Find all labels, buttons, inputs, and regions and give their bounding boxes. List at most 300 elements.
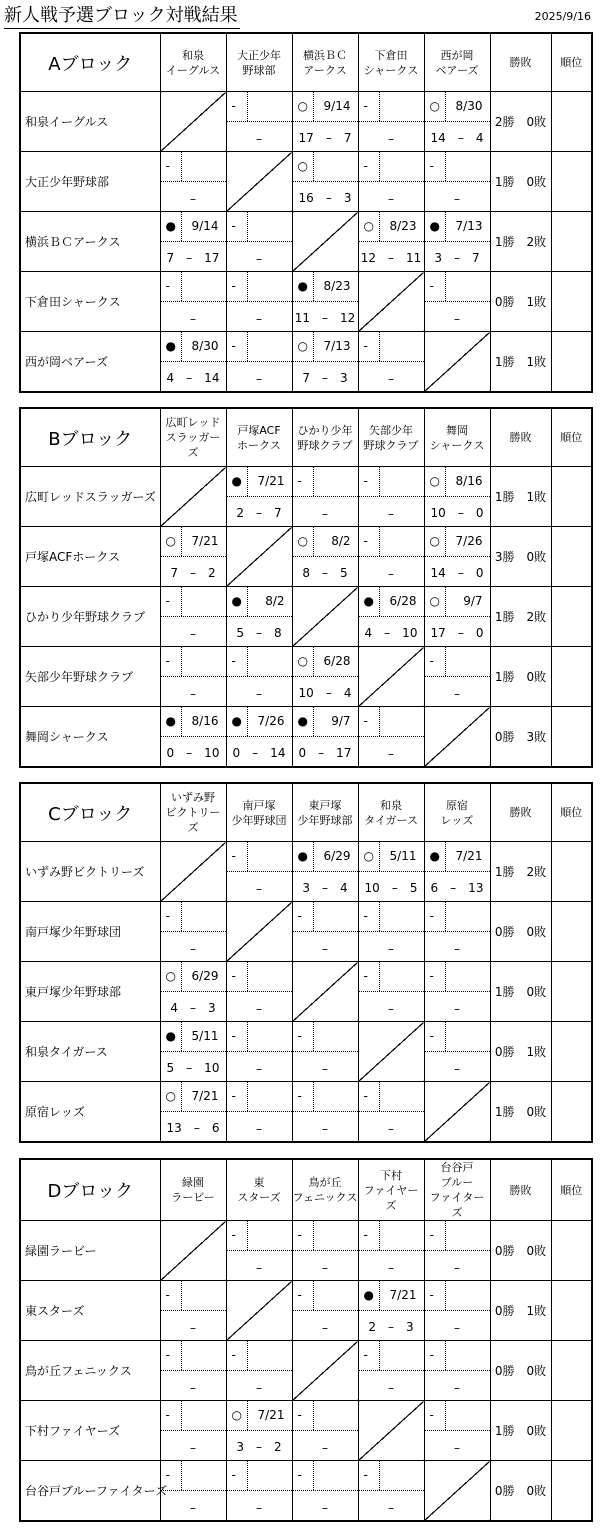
match-top bbox=[293, 467, 358, 497]
divider bbox=[313, 527, 314, 556]
match-cell bbox=[424, 1341, 490, 1401]
rank-value bbox=[551, 527, 592, 587]
match-top bbox=[359, 962, 424, 992]
result-mark: - bbox=[429, 1228, 434, 1242]
self-diagonal-cell bbox=[160, 467, 226, 527]
match-top bbox=[425, 902, 490, 932]
match-result bbox=[227, 1341, 292, 1400]
match-cell bbox=[292, 1281, 358, 1341]
match-score: 16 – 3 bbox=[298, 191, 352, 205]
match-cell bbox=[292, 647, 358, 707]
team-row bbox=[20, 1341, 592, 1401]
match-date: 7/26 bbox=[257, 714, 285, 728]
result-mark: - bbox=[231, 1228, 236, 1242]
divider bbox=[181, 902, 182, 931]
result-mark: - bbox=[165, 594, 170, 608]
match-date: 9/14 bbox=[191, 219, 219, 233]
match-cell bbox=[160, 1401, 226, 1461]
match-cell bbox=[358, 902, 424, 962]
divider bbox=[445, 842, 446, 871]
match-score: 7 – 3 bbox=[302, 371, 348, 385]
match-top bbox=[227, 1461, 292, 1491]
team-column-header bbox=[424, 783, 490, 842]
divider bbox=[181, 152, 182, 181]
match-top bbox=[293, 1221, 358, 1251]
result-mark: ● bbox=[165, 714, 176, 728]
match-score: 6 – 13 bbox=[430, 881, 484, 895]
self-diagonal-cell bbox=[424, 707, 490, 768]
match-cell bbox=[226, 1022, 292, 1082]
divider bbox=[313, 1221, 314, 1250]
team-name: 南戸塚少年野球団 bbox=[20, 902, 160, 962]
match-cell bbox=[160, 1022, 226, 1082]
match-cell bbox=[226, 962, 292, 1022]
team-name: 和泉イーグルス bbox=[20, 92, 160, 152]
match-cell bbox=[160, 272, 226, 332]
match-result bbox=[161, 1461, 226, 1520]
match-cell bbox=[226, 272, 292, 332]
team-header-line: ファイターズ bbox=[429, 1191, 485, 1219]
match-cell bbox=[160, 902, 226, 962]
match-score: – bbox=[256, 132, 262, 146]
match-score: – bbox=[256, 252, 262, 266]
self-diagonal-cell bbox=[226, 902, 292, 962]
match-cell bbox=[160, 1082, 226, 1143]
win-loss-header: 勝敗 bbox=[490, 783, 551, 842]
match-top bbox=[227, 92, 292, 122]
match-score: – bbox=[256, 372, 262, 386]
match-date: 7/21 bbox=[191, 534, 219, 548]
result-mark: ○ bbox=[297, 159, 308, 173]
divider bbox=[181, 1341, 182, 1370]
match-result bbox=[227, 707, 292, 766]
win-loss-record: 0勝 0敗 bbox=[490, 1341, 551, 1401]
team-name: ひかり少年野球クラブ bbox=[20, 587, 160, 647]
rank-value bbox=[551, 647, 592, 707]
match-score: – bbox=[322, 942, 328, 956]
divider bbox=[445, 962, 446, 991]
match-result bbox=[359, 527, 424, 586]
match-top bbox=[227, 1082, 292, 1112]
result-mark: - bbox=[363, 1348, 368, 1362]
divider bbox=[313, 1082, 314, 1111]
divider bbox=[445, 467, 446, 496]
match-top bbox=[227, 212, 292, 242]
match-result bbox=[293, 1281, 358, 1340]
match-top bbox=[161, 1341, 226, 1371]
match-score: 4 – 3 bbox=[170, 1001, 216, 1015]
header-row bbox=[20, 408, 592, 467]
divider bbox=[445, 527, 446, 556]
team-row bbox=[20, 467, 592, 527]
match-cell bbox=[358, 332, 424, 393]
match-top bbox=[293, 842, 358, 872]
team-header-line: 東戸塚 bbox=[308, 798, 342, 812]
block-table bbox=[19, 1158, 593, 1522]
divider bbox=[313, 1281, 314, 1310]
result-mark: - bbox=[297, 909, 302, 923]
match-cell bbox=[226, 212, 292, 272]
divider bbox=[247, 1082, 248, 1111]
team-row bbox=[20, 962, 592, 1022]
team-header-line: アークス bbox=[303, 63, 347, 77]
team-row bbox=[20, 1221, 592, 1281]
match-result bbox=[161, 332, 226, 391]
match-score: – bbox=[256, 1122, 262, 1136]
result-mark: ○ bbox=[165, 1089, 176, 1103]
match-score: – bbox=[388, 192, 394, 206]
self-diagonal-cell bbox=[358, 1401, 424, 1461]
match-result bbox=[425, 467, 490, 526]
match-top bbox=[161, 1401, 226, 1431]
result-mark: ○ bbox=[165, 969, 176, 983]
divider bbox=[247, 587, 248, 616]
result-mark: - bbox=[165, 909, 170, 923]
match-cell bbox=[424, 587, 490, 647]
match-date: 7/21 bbox=[389, 1288, 417, 1302]
match-cell bbox=[358, 1221, 424, 1281]
match-score: 3 – 7 bbox=[434, 251, 480, 265]
match-score: 10 – 5 bbox=[364, 881, 418, 895]
match-result bbox=[161, 1281, 226, 1340]
result-mark: ○ bbox=[297, 99, 308, 113]
result-mark: - bbox=[297, 1029, 302, 1043]
self-diagonal-cell bbox=[226, 527, 292, 587]
match-score: 17 – 0 bbox=[430, 626, 484, 640]
match-result bbox=[293, 1082, 358, 1141]
team-header-line: 野球クラブ bbox=[297, 438, 353, 452]
result-mark: - bbox=[231, 279, 236, 293]
match-score: – bbox=[322, 507, 328, 521]
match-cell bbox=[226, 92, 292, 152]
self-diagonal-cell bbox=[160, 842, 226, 902]
match-result bbox=[161, 902, 226, 961]
team-column-header bbox=[358, 33, 424, 92]
team-row bbox=[20, 1082, 592, 1143]
team-header-line: ホークス bbox=[237, 438, 281, 452]
result-mark: - bbox=[297, 1228, 302, 1242]
divider bbox=[247, 707, 248, 736]
team-header-line: イーグルス bbox=[165, 63, 221, 77]
match-date: 6/29 bbox=[323, 849, 351, 863]
match-cell bbox=[292, 272, 358, 332]
team-name: 和泉タイガース bbox=[20, 1022, 160, 1082]
match-score: 7 – 2 bbox=[170, 566, 216, 580]
match-result bbox=[161, 272, 226, 331]
divider bbox=[379, 902, 380, 931]
match-score: – bbox=[256, 1261, 262, 1275]
match-score: – bbox=[256, 882, 262, 896]
win-loss-record: 0勝 3敗 bbox=[490, 707, 551, 768]
match-result bbox=[293, 527, 358, 586]
match-cell bbox=[358, 587, 424, 647]
match-top bbox=[293, 647, 358, 677]
rank-value bbox=[551, 587, 592, 647]
result-mark: ○ bbox=[363, 219, 374, 233]
team-header-line: シャークス bbox=[363, 63, 419, 77]
match-top bbox=[293, 527, 358, 557]
result-mark: - bbox=[297, 474, 302, 488]
match-cell bbox=[160, 587, 226, 647]
result-mark: - bbox=[231, 1348, 236, 1362]
team-row bbox=[20, 332, 592, 393]
rank-value bbox=[551, 332, 592, 393]
rank-value bbox=[551, 152, 592, 212]
result-mark: - bbox=[231, 339, 236, 353]
result-mark: - bbox=[363, 1089, 368, 1103]
result-mark: - bbox=[297, 1408, 302, 1422]
team-header-line: 少年野球部 bbox=[297, 813, 353, 827]
match-result bbox=[425, 272, 490, 331]
divider bbox=[445, 1341, 446, 1370]
match-cell bbox=[292, 902, 358, 962]
match-score: – bbox=[454, 687, 460, 701]
team-row bbox=[20, 842, 592, 902]
divider bbox=[445, 1281, 446, 1310]
match-cell bbox=[292, 92, 358, 152]
team-column-header bbox=[424, 1159, 490, 1221]
match-result bbox=[227, 842, 292, 901]
divider bbox=[181, 1022, 182, 1051]
result-mark: - bbox=[231, 654, 236, 668]
divider bbox=[313, 332, 314, 361]
match-result bbox=[161, 1401, 226, 1460]
match-cell bbox=[226, 707, 292, 768]
match-score: – bbox=[454, 1381, 460, 1395]
match-result bbox=[161, 1082, 226, 1141]
match-date: 7/21 bbox=[257, 1408, 285, 1422]
result-mark: - bbox=[429, 1029, 434, 1043]
divider bbox=[313, 1401, 314, 1430]
win-loss-record: 1勝 0敗 bbox=[490, 1082, 551, 1143]
result-mark: ● bbox=[429, 219, 440, 233]
result-mark: ○ bbox=[429, 99, 440, 113]
win-loss-header: 勝敗 bbox=[490, 408, 551, 467]
divider bbox=[313, 272, 314, 301]
match-result bbox=[161, 962, 226, 1021]
rank-value bbox=[551, 1221, 592, 1281]
divider bbox=[379, 152, 380, 181]
match-cell bbox=[292, 1022, 358, 1082]
divider bbox=[313, 1461, 314, 1490]
match-top bbox=[161, 152, 226, 182]
match-result bbox=[359, 842, 424, 901]
self-diagonal-cell bbox=[292, 587, 358, 647]
match-score: – bbox=[454, 1261, 460, 1275]
divider bbox=[247, 332, 248, 361]
match-score: 2 – 7 bbox=[236, 506, 282, 520]
match-score: 10 – 0 bbox=[430, 506, 484, 520]
match-top bbox=[425, 842, 490, 872]
team-name: 原宿レッズ bbox=[20, 1082, 160, 1143]
match-result bbox=[425, 842, 490, 901]
match-score: 14 – 0 bbox=[430, 566, 484, 580]
match-result bbox=[293, 272, 358, 331]
match-date: 5/11 bbox=[191, 1029, 219, 1043]
divider bbox=[445, 1022, 446, 1051]
result-mark: ○ bbox=[429, 594, 440, 608]
result-mark: - bbox=[297, 1089, 302, 1103]
rank-header: 順位 bbox=[551, 1159, 592, 1221]
team-header-line: ひかり少年 bbox=[297, 423, 353, 437]
rank-value bbox=[551, 1082, 592, 1143]
match-cell bbox=[226, 842, 292, 902]
match-cell bbox=[358, 1341, 424, 1401]
team-row bbox=[20, 1401, 592, 1461]
match-result bbox=[359, 467, 424, 526]
match-score: – bbox=[388, 1261, 394, 1275]
match-cell bbox=[292, 1221, 358, 1281]
match-top bbox=[227, 587, 292, 617]
divider bbox=[181, 1281, 182, 1310]
rank-value bbox=[551, 707, 592, 768]
match-cell bbox=[358, 842, 424, 902]
match-result bbox=[161, 527, 226, 586]
divider bbox=[379, 332, 380, 361]
match-score: – bbox=[388, 372, 394, 386]
match-score: – bbox=[322, 1261, 328, 1275]
match-result bbox=[359, 1461, 424, 1520]
self-diagonal-cell bbox=[160, 92, 226, 152]
team-header-line: ファイヤーズ bbox=[363, 1183, 419, 1212]
team-header-line: 西が岡 bbox=[440, 48, 474, 62]
match-result bbox=[359, 1281, 424, 1340]
rank-value bbox=[551, 92, 592, 152]
match-result bbox=[359, 707, 424, 766]
team-name: 東戸塚少年野球部 bbox=[20, 962, 160, 1022]
match-cell bbox=[358, 92, 424, 152]
match-date: 7/13 bbox=[455, 219, 483, 233]
match-result bbox=[227, 1022, 292, 1081]
result-mark: ● bbox=[165, 1029, 176, 1043]
match-top bbox=[161, 212, 226, 242]
result-mark: - bbox=[429, 654, 434, 668]
match-top bbox=[425, 527, 490, 557]
divider bbox=[445, 212, 446, 241]
match-top bbox=[227, 1401, 292, 1431]
match-score: 0 – 17 bbox=[298, 746, 352, 760]
divider bbox=[313, 707, 314, 736]
match-result bbox=[359, 1221, 424, 1280]
rank-value bbox=[551, 962, 592, 1022]
match-top bbox=[293, 152, 358, 182]
match-result bbox=[293, 842, 358, 901]
win-loss-record: 1勝 2敗 bbox=[490, 842, 551, 902]
match-cell bbox=[424, 212, 490, 272]
divider bbox=[445, 152, 446, 181]
match-cell bbox=[226, 647, 292, 707]
match-cell bbox=[160, 1281, 226, 1341]
match-cell bbox=[292, 1401, 358, 1461]
result-mark: ● bbox=[363, 594, 374, 608]
match-date: 9/7 bbox=[331, 714, 351, 728]
team-header-line: 緑園 bbox=[182, 1176, 204, 1189]
match-cell bbox=[424, 1281, 490, 1341]
match-date: 8/16 bbox=[455, 474, 483, 488]
divider bbox=[247, 1461, 248, 1490]
team-column-header bbox=[160, 408, 226, 467]
divider bbox=[379, 527, 380, 556]
win-loss-record: 1勝 0敗 bbox=[490, 1401, 551, 1461]
result-mark: - bbox=[363, 909, 368, 923]
team-column-header bbox=[358, 783, 424, 842]
match-top bbox=[227, 1221, 292, 1251]
match-result bbox=[161, 212, 226, 271]
win-loss-header: 勝敗 bbox=[490, 33, 551, 92]
match-result bbox=[359, 902, 424, 961]
result-mark: - bbox=[231, 219, 236, 233]
team-header-line: 下村 bbox=[380, 1168, 402, 1182]
self-diagonal-cell bbox=[358, 1022, 424, 1082]
match-result bbox=[359, 212, 424, 271]
divider bbox=[445, 647, 446, 676]
result-mark: - bbox=[429, 1288, 434, 1302]
match-cell bbox=[160, 212, 226, 272]
team-header-line: 野球クラブ bbox=[363, 438, 419, 452]
result-mark: ● bbox=[297, 714, 308, 728]
team-name: 下村ファイヤーズ bbox=[20, 1401, 160, 1461]
match-score: 7 – 17 bbox=[166, 251, 220, 265]
team-header-line: 矢部少年 bbox=[369, 423, 413, 437]
match-top bbox=[359, 92, 424, 122]
result-mark: ● bbox=[165, 219, 176, 233]
match-result bbox=[293, 1461, 358, 1520]
win-loss-record: 1勝 1敗 bbox=[490, 332, 551, 393]
team-name: いずみ野ビクトリーズ bbox=[20, 842, 160, 902]
match-top bbox=[293, 1082, 358, 1112]
match-top bbox=[425, 272, 490, 302]
match-cell bbox=[358, 212, 424, 272]
match-top bbox=[359, 1082, 424, 1112]
match-score: – bbox=[322, 1062, 328, 1076]
divider bbox=[313, 842, 314, 871]
divider bbox=[313, 902, 314, 931]
divider bbox=[247, 1341, 248, 1370]
win-loss-record: 1勝 2敗 bbox=[490, 212, 551, 272]
win-loss-record: 0勝 1敗 bbox=[490, 1281, 551, 1341]
match-result bbox=[227, 1082, 292, 1141]
match-cell bbox=[358, 1281, 424, 1341]
team-name: 緑園ラービー bbox=[20, 1221, 160, 1281]
team-row bbox=[20, 902, 592, 962]
match-date: 8/23 bbox=[323, 279, 351, 293]
team-header-line: 横浜ＢＣ bbox=[303, 48, 347, 62]
match-score: 3 – 2 bbox=[236, 1440, 282, 1454]
match-cell bbox=[292, 1461, 358, 1522]
result-mark: - bbox=[231, 1468, 236, 1482]
divider bbox=[379, 962, 380, 991]
result-mark: - bbox=[231, 849, 236, 863]
result-mark: - bbox=[165, 279, 170, 293]
match-cell bbox=[292, 842, 358, 902]
block-name: Cブロック bbox=[20, 783, 160, 842]
team-column-header bbox=[358, 408, 424, 467]
match-score: – bbox=[322, 1122, 328, 1136]
match-result bbox=[425, 92, 490, 151]
match-cell bbox=[226, 332, 292, 393]
match-result bbox=[293, 902, 358, 961]
team-name: 大正少年野球部 bbox=[20, 152, 160, 212]
result-mark: ● bbox=[231, 594, 242, 608]
divider bbox=[379, 467, 380, 496]
match-top bbox=[161, 902, 226, 932]
match-result bbox=[425, 1401, 490, 1460]
divider bbox=[247, 92, 248, 121]
match-result bbox=[227, 647, 292, 706]
match-top bbox=[161, 332, 226, 362]
divider bbox=[313, 152, 314, 181]
divider bbox=[379, 212, 380, 241]
